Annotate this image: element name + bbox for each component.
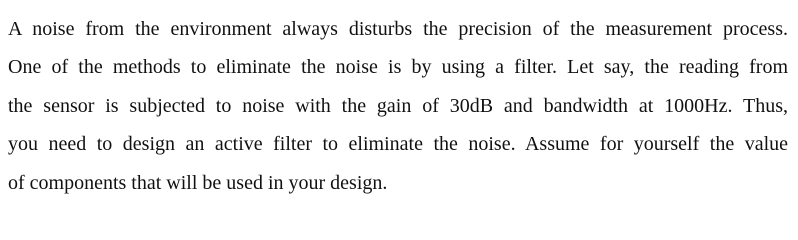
paragraph-line: you need to design an active filter to eliminate the noise. Assume for yourself the value <box>8 133 788 156</box>
paragraph-line: One of the methods to eliminate the noise is by using a filter. Let say, the reading from <box>8 56 788 79</box>
paragraph-line: the sensor is subjected to noise with the gain of 30dB and bandwidth at 1000Hz. Thus, <box>8 94 788 117</box>
paragraph-line: A noise from the environment always disturbs the precision of the measurement process. <box>8 18 788 40</box>
paragraph-line: of components that will be used in your design. <box>8 171 388 194</box>
question-paragraph <box>8 10 788 202</box>
